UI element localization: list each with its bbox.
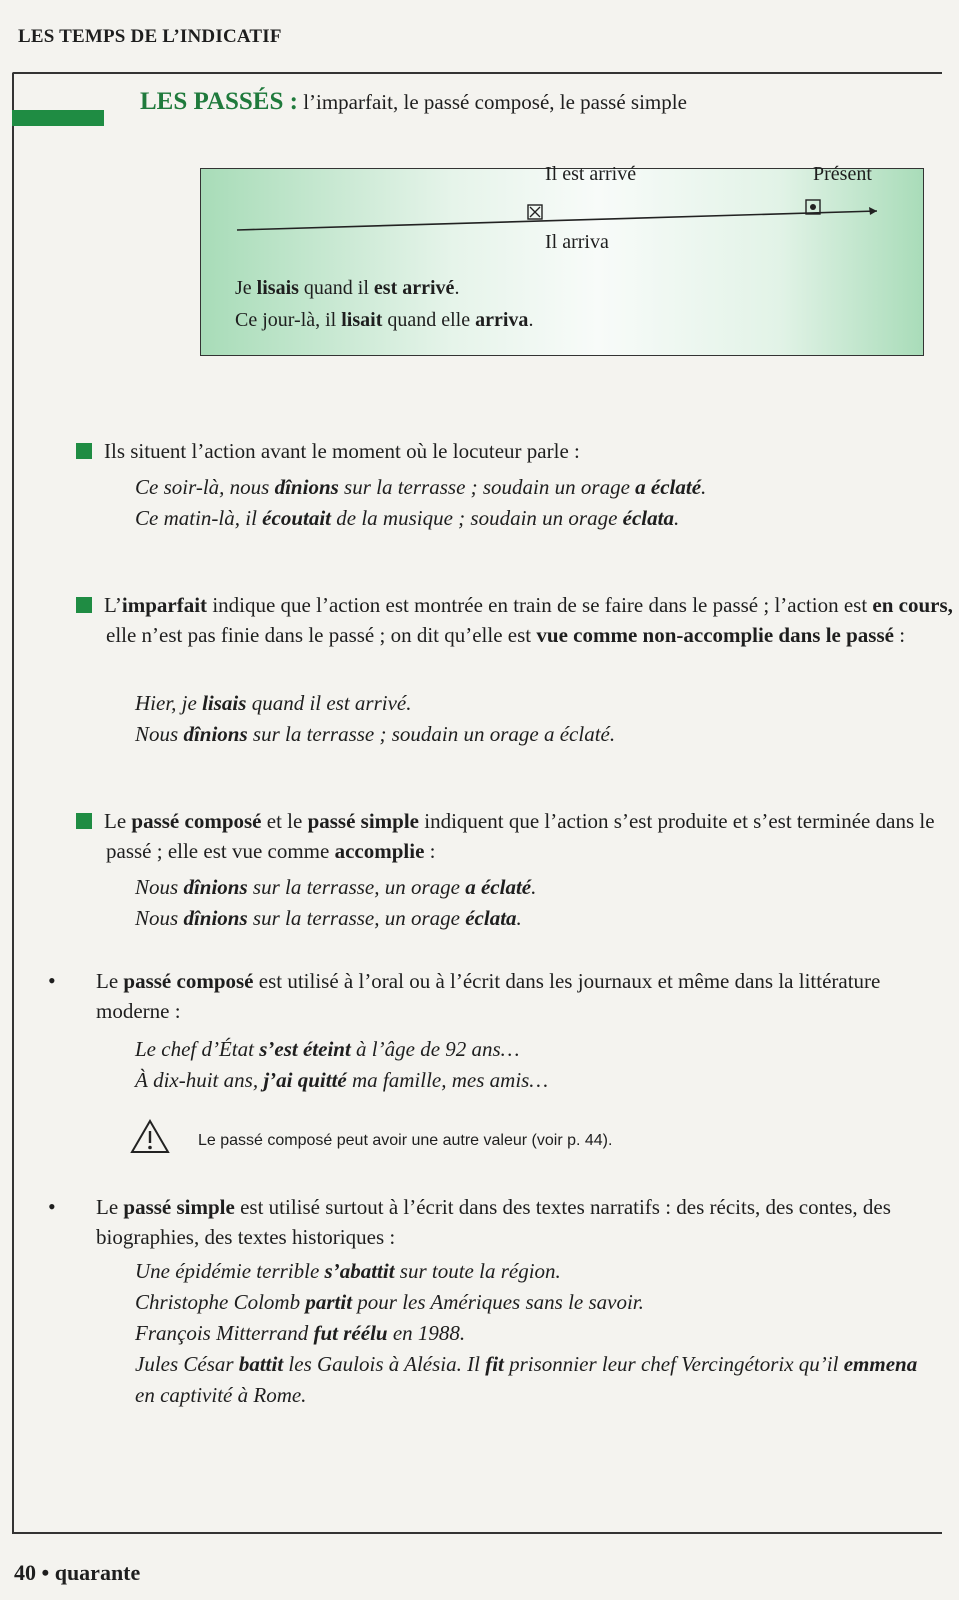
timeline-label-bottom: Il arriva bbox=[545, 231, 609, 253]
rule-5-examples: Une épidémie terrible s’abattit sur toute la région. Christophe Colomb partit pour les Amériques sans le savoir. François Mitterrand fut réélu en 1988. Jules César battit les Gaulois à Alésia. Il fit prisonnier leur chef Vercingétorix qu’il emmena en captivité à Rome. bbox=[135, 1259, 918, 1407]
page-number: 40 bbox=[14, 1560, 36, 1585]
section-title bbox=[140, 88, 687, 116]
rule-3: Le passé composé et le passé simple indiquent que l’action s’est produite et s’est terminée dans le passé ; elle est vue comme accomplie : bbox=[76, 806, 956, 866]
rule-4: • Le passé composé est utilisé à l’oral ou à l’écrit dans les journaux et même dans la littérature moderne : bbox=[48, 968, 881, 1023]
green-square-bullet-icon bbox=[76, 597, 92, 613]
green-square-bullet-icon bbox=[76, 443, 92, 459]
page-footer: 40 • quarante bbox=[14, 1560, 141, 1585]
running-head: LES TEMPS DE L’INDICATIF bbox=[18, 26, 282, 47]
timeline-example-1: Je lisais quand il est arrivé. bbox=[235, 277, 460, 299]
page-word: quarante bbox=[54, 1560, 141, 1585]
rule-5: • Le passé simple est utilisé surtout à l’écrit dans des textes narratifs : des récits, des contes, des biographies, des textes historiques : bbox=[48, 1194, 891, 1249]
rule-1: Ils situent l’action avant le moment où le locuteur parle : bbox=[76, 436, 926, 466]
rule-2: L’imparfait indique que l’action est montrée en train de se faire dans le passé ; l’action est en cours, elle n’est pas finie dans le passé ; on dit qu’elle est vue comme non-accomplie dans le passé : bbox=[76, 590, 956, 650]
timeline-example-2: Ce jour-là, il lisait quand elle arriva. bbox=[235, 309, 534, 331]
dot-bullet-icon: • bbox=[48, 968, 56, 993]
section-marker-bar bbox=[12, 110, 104, 126]
timeline-axis bbox=[237, 211, 877, 230]
green-square-bullet-icon bbox=[76, 813, 92, 829]
rule-3-examples: Nous dînions sur la terrasse, un orage a éclaté. Nous dînions sur la terrasse, un orage éclata. bbox=[135, 875, 537, 930]
section-title-main: LES PASSÉS : bbox=[140, 88, 298, 115]
rule-1-examples: Ce soir-là, nous dînions sur la terrasse ; soudain un orage a éclaté. Ce matin-là, il écoutait de la musique ; soudain un orage éclata. bbox=[135, 475, 707, 530]
dot-bullet-icon: • bbox=[48, 1194, 56, 1219]
timeline-label-top: Il est arrivé bbox=[545, 163, 637, 185]
warning-icon bbox=[130, 1118, 170, 1154]
warning-note: Le passé composé peut avoir une autre valeur (voir p. 44). bbox=[198, 1132, 613, 1149]
section-subtitle: l’imparfait, le passé composé, le passé simple bbox=[297, 90, 687, 114]
rule-2-examples: Hier, je lisais quand il est arrivé. Nous dînions sur la terrasse ; soudain un orage a éclaté. bbox=[135, 691, 616, 746]
rule-4-examples: Le chef d’État s’est éteint à l’âge de 92 ans… À dix-huit ans, j’ai quitté ma famille, mes amis… bbox=[135, 1037, 548, 1092]
timeline-label-present: Présent bbox=[813, 163, 872, 185]
timeline-box bbox=[200, 163, 924, 356]
arrow-head-icon bbox=[869, 207, 877, 215]
